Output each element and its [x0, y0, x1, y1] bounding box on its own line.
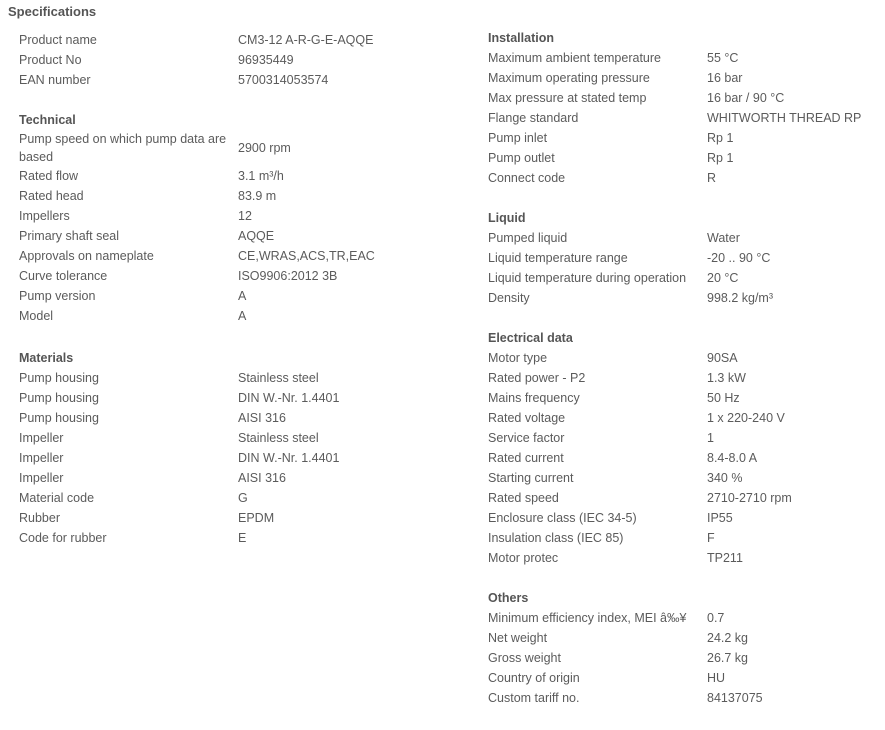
- spec-row: [488, 268, 883, 288]
- spec-row: [488, 388, 883, 408]
- spec-label: Minimum efficiency index, MEI â‰¥: [488, 611, 687, 625]
- spec-label: Pumped liquid: [488, 231, 568, 245]
- section-general: [19, 30, 459, 90]
- spec-label: EAN number: [19, 73, 91, 87]
- spec-row: [488, 668, 883, 688]
- spec-value: ISO9906:2012 3B: [238, 269, 338, 283]
- spec-value: 340 %: [707, 471, 743, 485]
- spec-label: Impeller: [19, 471, 64, 485]
- spec-value: CE,WRAS,ACS,TR,EAC: [238, 249, 375, 263]
- spec-row: [19, 448, 459, 468]
- spec-label: Pump speed on which pump data are based: [19, 132, 227, 164]
- section-heading: Others: [488, 591, 529, 605]
- spec-row: [488, 488, 883, 508]
- spec-value: HU: [707, 671, 726, 685]
- spec-label: Pump housing: [19, 371, 99, 385]
- spec-label: Impeller: [19, 451, 64, 465]
- spec-row: [19, 206, 459, 226]
- spec-label: Rated voltage: [488, 411, 566, 425]
- spec-row: [19, 166, 459, 186]
- spec-label: Material code: [19, 491, 95, 505]
- spec-row: [19, 30, 459, 50]
- spec-value: 16 bar / 90 °C: [707, 91, 785, 105]
- spec-value: 83.9 m: [238, 189, 277, 203]
- spec-value: -20 .. 90 °C: [707, 251, 771, 265]
- spec-row: [488, 148, 883, 168]
- spec-label: Curve tolerance: [19, 269, 108, 283]
- spec-value: 16 bar: [707, 71, 743, 85]
- section-technical: [19, 110, 459, 326]
- section-materials: [19, 348, 459, 548]
- spec-label: Custom tariff no.: [488, 691, 580, 705]
- spec-value: 90SA: [707, 351, 738, 365]
- spec-value: 3.1 m³/h: [238, 169, 284, 183]
- spec-row: [19, 70, 459, 90]
- spec-value: 84137075: [707, 691, 763, 705]
- spec-row: [488, 468, 883, 488]
- section-liquid: [488, 208, 883, 308]
- spec-row: [488, 408, 883, 428]
- spec-label: Mains frequency: [488, 391, 580, 405]
- spec-label: Product name: [19, 33, 97, 47]
- spec-row: [488, 608, 883, 628]
- spec-label: Pump housing: [19, 411, 99, 425]
- spec-row: [488, 128, 883, 148]
- spec-value: 1: [707, 431, 714, 445]
- spec-label: Maximum ambient temperature: [488, 51, 661, 65]
- spec-label: Liquid temperature range: [488, 251, 628, 265]
- spec-value: AQQE: [238, 229, 275, 243]
- spec-row: [19, 226, 459, 246]
- spec-value: 1 x 220-240 V: [707, 411, 785, 425]
- spec-row: [488, 528, 883, 548]
- spec-label: Model: [19, 309, 54, 323]
- spec-label: Motor protec: [488, 551, 559, 565]
- spec-value: Stainless steel: [238, 431, 319, 445]
- section-heading: Technical: [19, 113, 76, 127]
- spec-value: WHITWORTH THREAD RP: [707, 111, 862, 125]
- spec-value: 8.4-8.0 A: [707, 451, 758, 465]
- spec-row: [19, 306, 459, 326]
- spec-row: [488, 368, 883, 388]
- spec-row: [19, 388, 459, 408]
- spec-value: R: [707, 171, 717, 185]
- spec-row: [488, 508, 883, 528]
- spec-label: Maximum operating pressure: [488, 71, 650, 85]
- spec-value: 998.2 kg/m³: [707, 291, 774, 305]
- spec-value: Water: [707, 231, 740, 245]
- spec-label: Motor type: [488, 351, 548, 365]
- spec-label: Enclosure class (IEC 34-5): [488, 511, 637, 525]
- spec-label: Flange standard: [488, 111, 579, 125]
- spec-row: [488, 628, 883, 648]
- spec-row: [488, 108, 883, 128]
- spec-label: Rated power - P2: [488, 371, 586, 385]
- spec-row: [488, 688, 883, 708]
- spec-value: 55 °C: [707, 51, 739, 65]
- spec-row: [488, 288, 883, 308]
- spec-value: 96935449: [238, 53, 294, 67]
- spec-row: [19, 186, 459, 206]
- spec-value: Stainless steel: [238, 371, 319, 385]
- spec-row: [19, 130, 459, 166]
- spec-label: Max pressure at stated temp: [488, 91, 647, 105]
- spec-value: 24.2 kg: [707, 631, 749, 645]
- spec-value: DIN W.-Nr. 1.4401: [238, 451, 340, 465]
- spec-label: Rated speed: [488, 491, 559, 505]
- spec-value: A: [238, 309, 247, 323]
- spec-value: Rp 1: [707, 151, 734, 165]
- spec-label: Pump version: [19, 289, 96, 303]
- spec-label: Pump outlet: [488, 151, 555, 165]
- spec-value: G: [238, 491, 248, 505]
- spec-label: Approvals on nameplate: [19, 249, 154, 263]
- spec-row: [488, 248, 883, 268]
- spec-row: [19, 368, 459, 388]
- spec-label: Liquid temperature during operation: [488, 271, 687, 285]
- spec-label: Impellers: [19, 209, 70, 223]
- page-title: Specifications: [8, 4, 97, 19]
- spec-row: [19, 488, 459, 508]
- section-others: [488, 588, 883, 708]
- spec-value: 12: [238, 209, 252, 223]
- spec-value: 1.3 kW: [707, 371, 746, 385]
- spec-row: [19, 50, 459, 70]
- spec-row: [19, 266, 459, 286]
- spec-row: [488, 428, 883, 448]
- spec-label: Gross weight: [488, 651, 561, 665]
- spec-row: [19, 246, 459, 266]
- spec-label: Connect code: [488, 171, 566, 185]
- spec-value: A: [238, 289, 247, 303]
- spec-row: [488, 88, 883, 108]
- spec-label: Product No: [19, 53, 82, 67]
- spec-label: Rated current: [488, 451, 564, 465]
- spec-label: Net weight: [488, 631, 548, 645]
- section-heading: Installation: [488, 31, 554, 45]
- section-heading: Liquid: [488, 211, 526, 225]
- spec-value: DIN W.-Nr. 1.4401: [238, 391, 340, 405]
- spec-label: Rubber: [19, 511, 60, 525]
- spec-label: Country of origin: [488, 671, 580, 685]
- spec-value: 20 °C: [707, 271, 739, 285]
- spec-value: 5700314053574: [238, 73, 329, 87]
- spec-row: [488, 548, 883, 568]
- spec-label: Insulation class (IEC 85): [488, 531, 624, 545]
- section-installation: [488, 28, 883, 188]
- section-heading: Materials: [19, 351, 74, 365]
- spec-value: 2710-2710 rpm: [707, 491, 792, 505]
- spec-row: [19, 508, 459, 528]
- spec-row: [488, 348, 883, 368]
- section-heading: Electrical data: [488, 331, 573, 345]
- spec-label: Starting current: [488, 471, 574, 485]
- spec-value: 26.7 kg: [707, 651, 749, 665]
- spec-label: Pump inlet: [488, 131, 548, 145]
- spec-row: [19, 468, 459, 488]
- spec-value: E: [238, 531, 247, 545]
- spec-row: [19, 408, 459, 428]
- spec-label: Rated head: [19, 189, 84, 203]
- spec-value: IP55: [707, 511, 733, 525]
- spec-value: CM3-12 A-R-G-E-AQQE: [238, 33, 374, 47]
- spec-row: [19, 286, 459, 306]
- spec-label: Density: [488, 291, 530, 305]
- spec-row: [488, 228, 883, 248]
- spec-value: Rp 1: [707, 131, 734, 145]
- spec-row: [488, 48, 883, 68]
- spec-row: [19, 528, 459, 548]
- spec-label: Pump housing: [19, 391, 99, 405]
- spec-value: 2900 rpm: [238, 141, 291, 155]
- spec-row: [19, 428, 459, 448]
- spec-value: 50 Hz: [707, 391, 740, 405]
- spec-value: EPDM: [238, 511, 275, 525]
- spec-label: Rated flow: [19, 169, 79, 183]
- spec-row: [488, 448, 883, 468]
- spec-row: [488, 648, 883, 668]
- spec-value: TP211: [707, 551, 743, 565]
- spec-label: Impeller: [19, 431, 64, 445]
- section-electrical: [488, 328, 883, 568]
- spec-row: [488, 168, 883, 188]
- spec-value: AISI 316: [238, 411, 286, 425]
- spec-label: Primary shaft seal: [19, 229, 120, 243]
- spec-label: Code for rubber: [19, 531, 107, 545]
- spec-value: 0.7: [707, 611, 725, 625]
- spec-label: Service factor: [488, 431, 565, 445]
- spec-row: [488, 68, 883, 88]
- spec-value: AISI 316: [238, 471, 286, 485]
- spec-value: F: [707, 531, 715, 545]
